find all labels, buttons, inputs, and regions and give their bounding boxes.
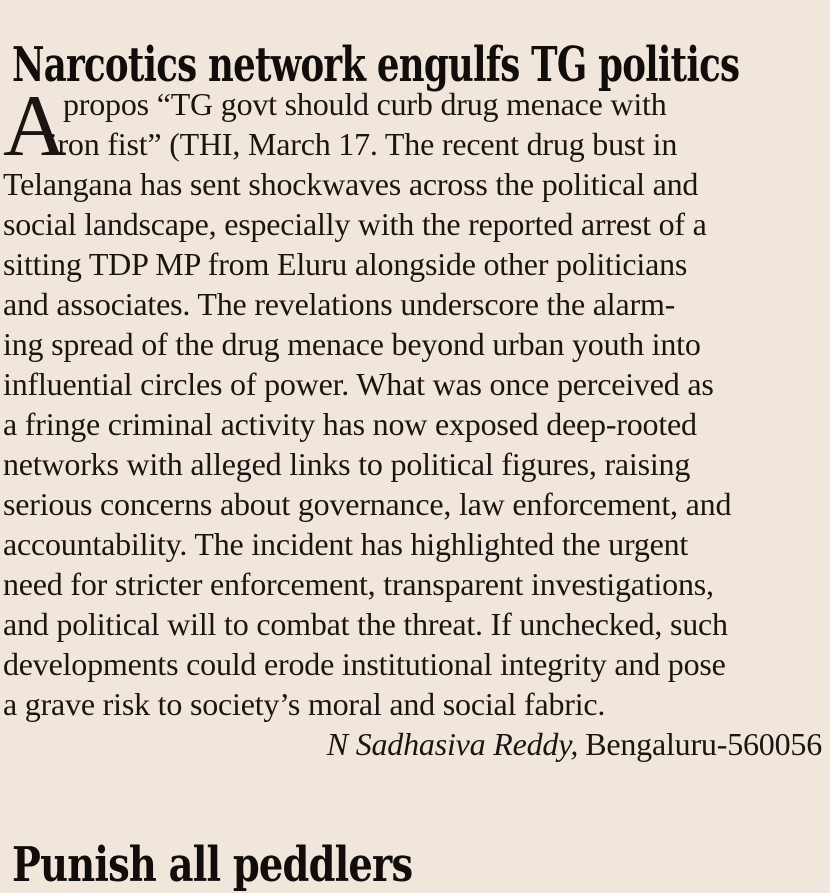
body-line: sitting TDP MP from Eluru alongside other politicians	[3, 246, 688, 282]
body-line: need for stricter enforcement, transparent investigations,	[3, 566, 714, 602]
body-line: ing spread of the drug menace beyond urban youth into	[3, 326, 701, 362]
signature-location: Bengaluru-560056	[585, 726, 822, 762]
signature-author: N Sadhasiva Reddy,	[326, 726, 579, 762]
body-line: and political will to combat the threat. If unchecked, such	[3, 606, 728, 642]
letter-1-headline-text: Narcotics network engulfs TG politics	[12, 37, 740, 94]
letter-1-signature	[3, 724, 827, 764]
drop-cap-container	[3, 78, 67, 175]
body-line: influential circles of power. What was once perceived as	[3, 366, 714, 402]
body-line: propos “TG govt should curb drug menace with	[63, 86, 667, 122]
body-line: a grave risk to society’s moral and social fabric.	[3, 686, 606, 722]
body-line: serious concerns about governance, law enforcement, and	[3, 486, 732, 522]
letter-2-headline	[12, 837, 512, 893]
body-line: social landscape, especially with the reported arrest of a	[3, 206, 707, 242]
body-line: iron fist” (THI, March 17. The recent drug bust in	[48, 126, 678, 162]
body-line: accountability. The incident has highlighted the urgent	[3, 526, 689, 562]
letter-1-body-lines	[3, 78, 827, 724]
body-line: developments could erode institutional integrity and pose	[3, 646, 726, 682]
letter-1-body	[3, 78, 827, 764]
letter-1-headline	[12, 37, 830, 94]
body-line: a fringe criminal activity has now exposed deep-rooted	[3, 406, 697, 442]
body-line: Telangana has sent shockwaves across the political and	[3, 166, 699, 202]
letter-2-headline-text: Punish all peddlers	[12, 837, 413, 893]
body-line: networks with alleged links to political figures, raising	[3, 446, 691, 482]
drop-cap-letter: A	[3, 78, 67, 175]
body-line: and associates. The revelations underscore the alarm-	[3, 286, 676, 322]
